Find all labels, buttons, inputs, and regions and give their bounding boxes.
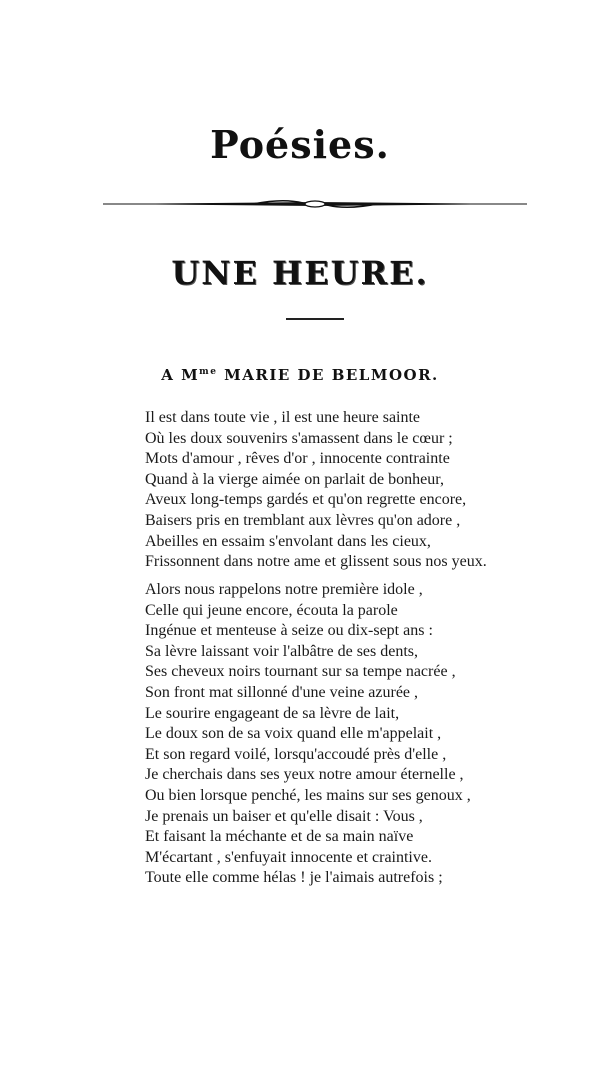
poem-line: Toute elle comme hélas ! je l'aimais autrefois ;	[145, 869, 443, 887]
poem-line: Je cherchais dans ses yeux notre amour éternelle ,	[145, 766, 464, 784]
title-rule	[286, 318, 344, 320]
dedication-name: MARIE DE BELMOOR.	[224, 366, 439, 384]
poem-line: Il est dans toute vie , il est une heure sainte	[145, 409, 421, 426]
poem-line: Ingénue et menteuse à seize ou dix-sept ans :	[145, 622, 433, 640]
poem-line: Alors nous rappelons notre première idole ,	[145, 581, 423, 598]
section-title: Poésies.	[210, 122, 390, 167]
poem-line: Mots d'amour , rêves d'or , innocente contrainte	[145, 450, 450, 468]
poem-line: Et faisant la méchante et de sa main naïve	[145, 828, 414, 846]
poem-line: Je prenais un baiser et qu'elle disait : Vous ,	[145, 807, 423, 825]
ornamental-divider	[103, 196, 527, 212]
dedication	[0, 366, 600, 384]
poem-line: Abeilles en essaim s'envolant dans les cieux,	[145, 532, 431, 550]
poem-line: Son front mat sillonné d'une veine azurée ,	[145, 683, 419, 701]
poem-line: Et son regard voilé, lorsqu'accoudé près d'elle ,	[145, 745, 447, 763]
poem-line: Où les doux souvenirs s'amassent dans le cœur ;	[145, 429, 453, 447]
poem-line: Sa lèvre laissant voir l'albâtre de ses dents,	[145, 642, 419, 660]
poem-line: Frissonnent dans notre ame et glissent sous nos yeux.	[145, 553, 487, 571]
poem-line: Quand à la vierge aimée on parlait de bonheur,	[145, 470, 444, 488]
poem-line: Aveux long-temps gardés et qu'on regrette encore,	[145, 491, 467, 509]
poem-line: Celle qui jeune encore, écouta la parole	[145, 601, 398, 619]
dedication-prefix: A M	[161, 366, 200, 384]
stanza-2	[145, 580, 585, 889]
dedication-superscript: me	[199, 367, 218, 377]
poem-line: Ses cheveux noirs tournant sur sa tempe nacrée ,	[145, 663, 456, 681]
stanza-1	[145, 408, 585, 573]
poem-line: Ou bien lorsque penché, les mains sur ses genoux ,	[145, 786, 471, 804]
poem-line: Le sourire engageant de sa lèvre de lait,	[145, 704, 400, 722]
poem-line: Le doux son de sa voix quand elle m'appelait ,	[145, 725, 442, 743]
poem-line: M'écartant , s'enfuyait innocente et craintive.	[145, 848, 432, 866]
poem-title: UNE HEURE.	[171, 254, 429, 292]
poem-line: Baisers pris en tremblant aux lèvres qu'on adore ,	[145, 511, 461, 529]
